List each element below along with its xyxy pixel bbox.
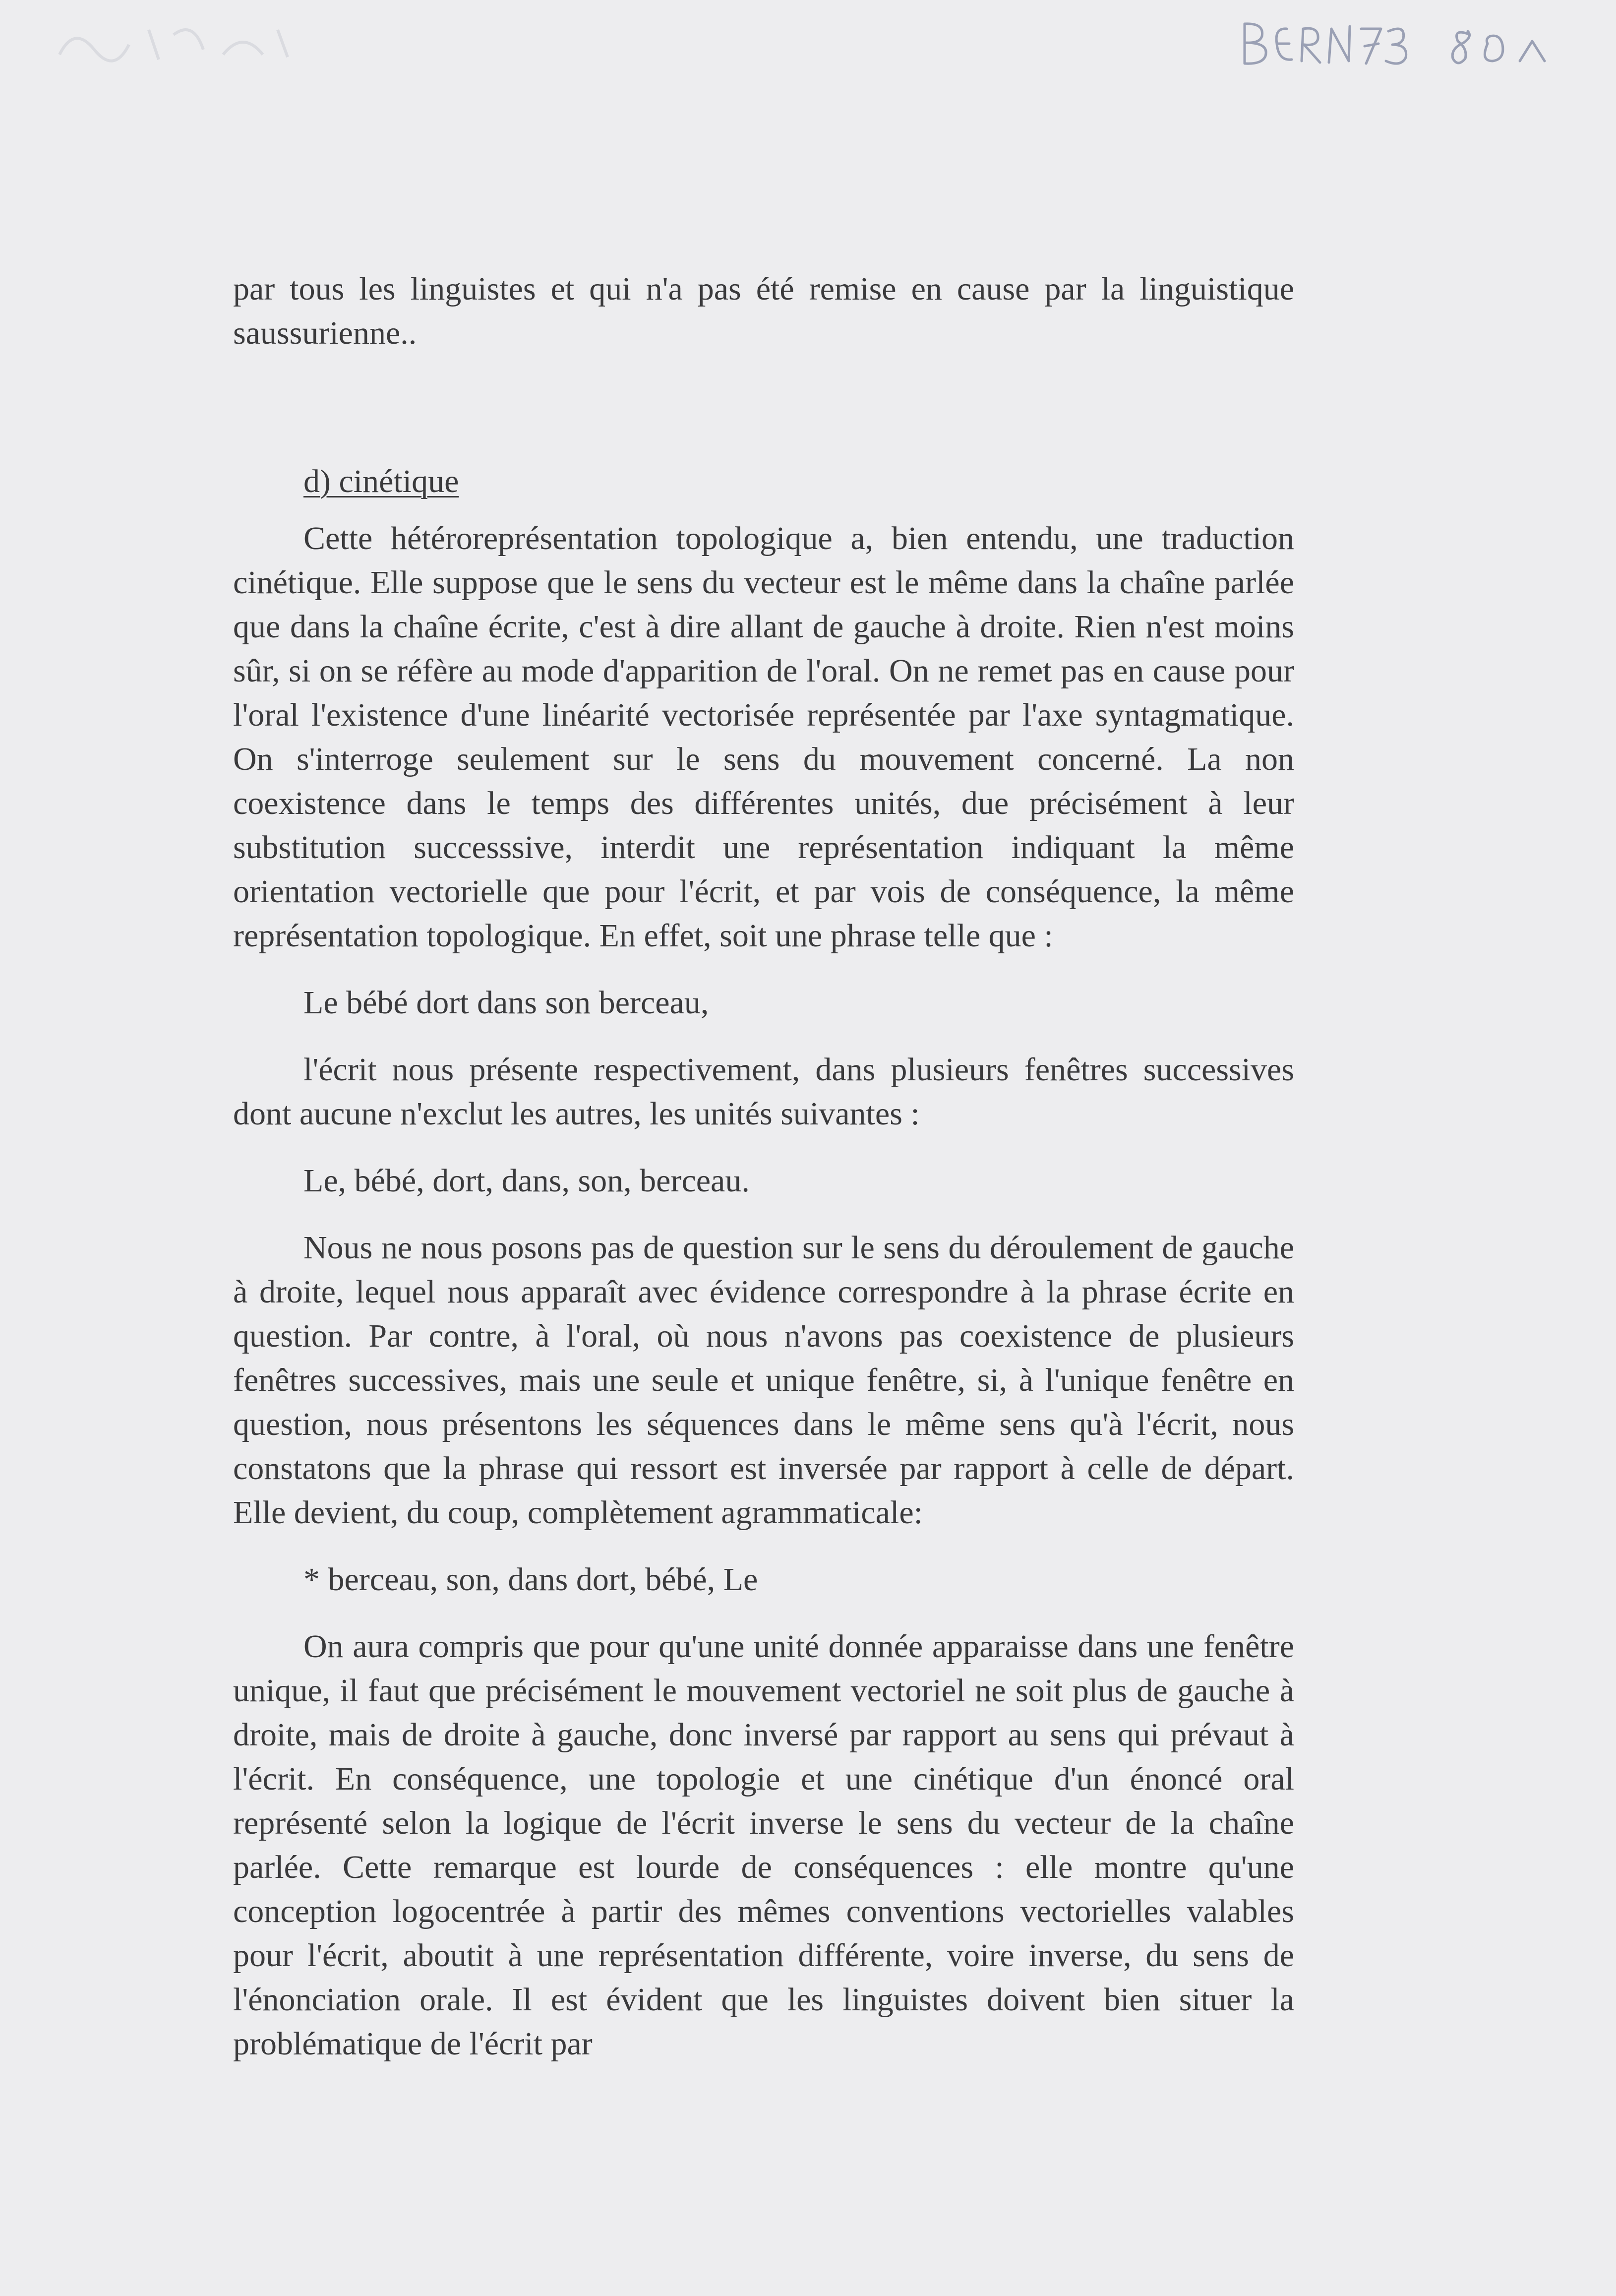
handwritten-annotation xyxy=(1235,14,1582,73)
section-heading xyxy=(233,459,1294,503)
example-sentence: * berceau, son, dans dort, bébé, Le xyxy=(303,1561,758,1598)
example-sentence: Le bébé dort dans son berceau, xyxy=(303,985,709,1021)
paragraph: On aura compris que pour qu'une unité donnée apparaisse dans une fenêtre unique, il faut que précisément le mouvement vectoriel ne soit plus de gauche à droite, mais de droite à gauche, donc inversé par rapport au sens qui prévaut à l'écrit. En conséquence, une topologie et une cinétique d'un énoncé oral représenté selon la logique de l'écrit inverse le sens du vecteur de la chaîne parlée. Cette remarque est lourde de conséquences : elle montre qu'une conception logocentrée à partir des mêmes conventions vectorielles valables pour l'écrit, aboutit à une représentation différente, voire inverse, du sens de l'énonciation orale. Il est évident que les linguistes doivent bien situer la problématique de l'écrit par xyxy=(233,1628,1294,2062)
body-text xyxy=(233,267,1294,2066)
paragraph: l'écrit nous présente respectivement, dans plusieurs fenêtres successives dont aucune n'exclut les autres, les unités suivantes : xyxy=(233,1052,1294,1132)
section-heading-text: d) cinétique xyxy=(303,463,459,499)
example-sentence: Le, bébé, dort, dans, son, berceau. xyxy=(303,1163,750,1199)
paragraph-continuation: par tous les linguistes et qui n'a pas été remise en cause par la linguistique saussurienne.. xyxy=(233,271,1294,351)
paragraph: Cette hétéroreprésentation topologique a, bien entendu, une traduction cinétique. Elle suppose que le sens du vecteur est le même dans la chaîne parlée que dans la chaîne écrite, c'est à dire allant de gauche à droite. Rien n'est moins sûr, si on se réfère au mode d'apparition de l'oral. On ne remet pas en cause pour l'oral l'existence d'une linéarité vectorisée représentée par l'axe syntagmatique. On s'interroge seulement sur le sens du mouvement concerné. La non coexistence dans le temps des différentes unités, due précisément à leur substitution successsive, interdit une représentation indiquant la même orientation vectorielle que pour l'écrit, et par vois de conséquence, la même représentation topologique. En effet, soit une phrase telle que : xyxy=(233,520,1294,954)
paragraph: Nous ne nous posons pas de question sur le sens du déroulement de gauche à droite, lequel nous apparaît avec évidence correspondre à la phrase écrite en question. Par contre, à l'oral, où nous n'avons pas coexistence de plusieurs fenêtres successives, mais une seule et unique fenêtre, si, à l'unique fenêtre en question, nous présentons les séquences dans le même sens qu'à l'écrit, nous constatons que la phrase qui ressort est inversée par rapport à celle de départ. Elle devient, du coup, complètement agrammaticale: xyxy=(233,1230,1294,1531)
handwritten-annotation-image xyxy=(1235,14,1582,73)
bleed-through-mark xyxy=(55,15,312,69)
